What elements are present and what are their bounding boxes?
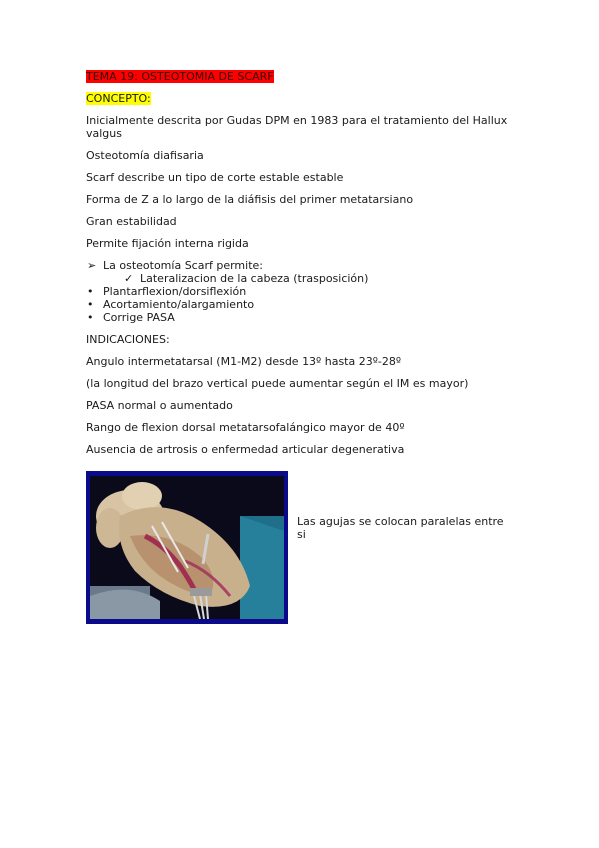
document-body xyxy=(86,70,526,465)
bullet-icon: • xyxy=(87,311,94,324)
list-item: • Acortamiento/alargamiento xyxy=(87,298,255,311)
paragraph: Gran estabilidad xyxy=(86,215,177,228)
indications-heading: INDICACIONES: xyxy=(86,333,170,346)
indication-item: PASA normal o aumentado xyxy=(86,399,233,412)
paragraph: Inicialmente descrita por Gudas DPM en 1983 para el tratamiento del Hallux valgus xyxy=(86,114,508,140)
paragraph: Scarf describe un tipo de corte estable estable xyxy=(86,171,344,184)
foot-surgery-illustration xyxy=(90,476,284,619)
list-item: • Corrige PASA xyxy=(87,311,175,324)
indication-item: Angulo intermetatarsal (M1-M2) desde 13º hasta 23º-28º xyxy=(86,355,402,368)
list-item: ✓ Lateralizacion de la cabeza (trasposición) xyxy=(124,272,369,285)
indication-item: Ausencia de artrosis o enfermedad articular degenerativa xyxy=(86,443,405,456)
concept-heading: CONCEPTO: xyxy=(86,92,151,105)
checkmark-icon: ✓ xyxy=(124,272,134,285)
paragraph: Forma de Z a lo largo de la diáfisis del primer metatarsiano xyxy=(86,193,414,206)
bullet-icon: • xyxy=(87,285,94,298)
scarf-features-list xyxy=(86,259,526,324)
bullet-icon: • xyxy=(87,298,94,311)
indication-item: Rango de flexion dorsal metatarsofalángico mayor de 40º xyxy=(86,421,405,434)
arrow-bullet-icon: ➢ xyxy=(87,259,97,272)
document-title: TEMA 19: OSTEOTOMIA DE SCARF xyxy=(86,70,274,83)
list-item: • Plantarflexion/dorsiflexión xyxy=(87,285,247,298)
paragraph: Osteotomía diafisaria xyxy=(86,149,204,162)
paragraph: Permite fijación interna rigida xyxy=(86,237,249,250)
surgical-photo xyxy=(86,471,288,624)
figure-caption: Las agujas se colocan paralelas entre si xyxy=(297,515,504,541)
list-item: ➢ La osteotomía Scarf permite: xyxy=(87,259,263,272)
indication-item: (la longitud del brazo vertical puede aumentar según el IM es mayor) xyxy=(86,377,469,390)
